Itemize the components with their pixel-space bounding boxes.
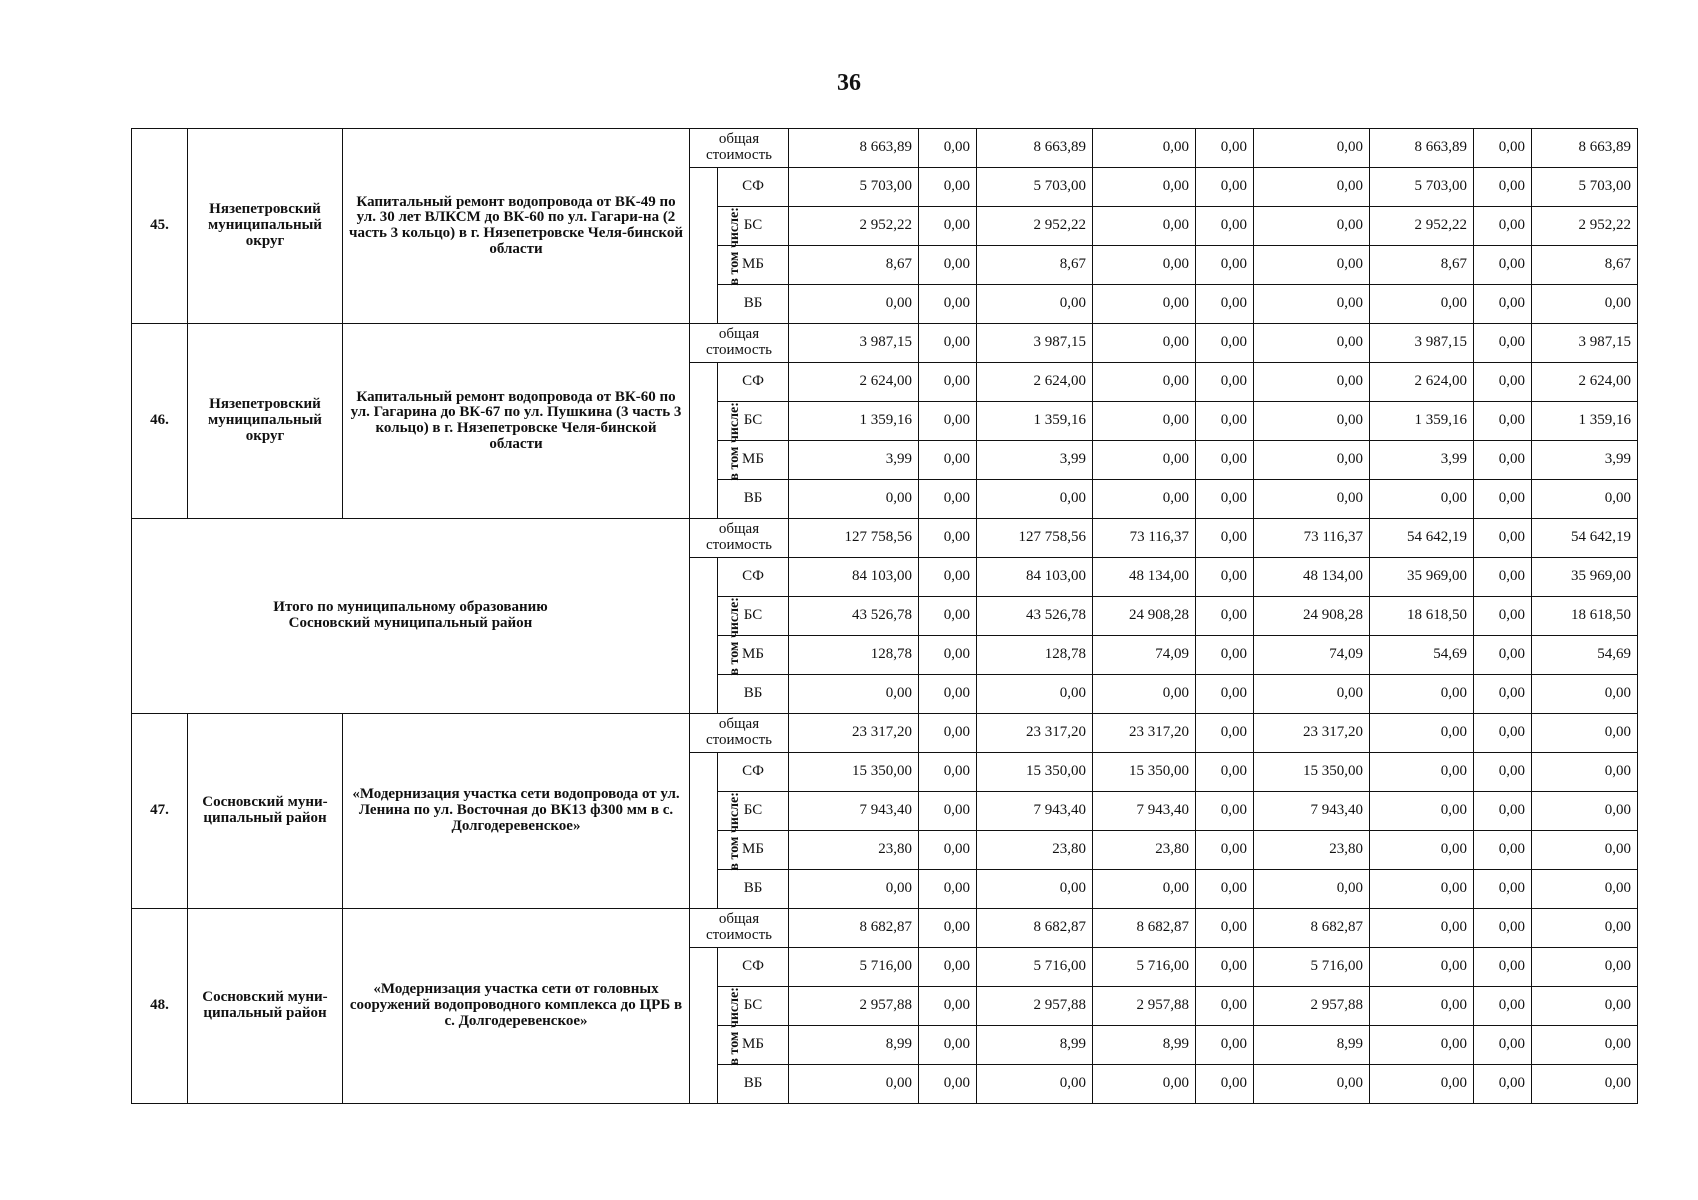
- total-cost-value: 0,00: [1532, 909, 1638, 948]
- municipality-name: Сосновский муни-ципальный район: [188, 909, 343, 1104]
- funding-value: 0,00: [1532, 987, 1638, 1026]
- funding-value: 3,99: [789, 441, 919, 480]
- funding-value: 0,00: [1196, 792, 1254, 831]
- funding-value: 0,00: [1370, 675, 1474, 714]
- funding-value: 2 957,88: [1254, 987, 1370, 1026]
- total-cost-value: 127 758,56: [977, 519, 1093, 558]
- funding-value: 8,99: [1254, 1026, 1370, 1065]
- funding-value: 0,00: [977, 1065, 1093, 1104]
- funding-value: 0,00: [1474, 675, 1532, 714]
- municipality-name: Нязепетровский муниципальный округ: [188, 129, 343, 324]
- funding-value: 0,00: [1196, 597, 1254, 636]
- funding-source-code: БС: [718, 597, 789, 636]
- table-row: [132, 129, 1638, 168]
- funding-value: 0,00: [1532, 480, 1638, 519]
- funding-value: 15 350,00: [789, 753, 919, 792]
- total-cost-value: 23 317,20: [1093, 714, 1196, 753]
- funding-value: 0,00: [1093, 207, 1196, 246]
- funding-value: 5 703,00: [789, 168, 919, 207]
- row-number: 48.: [132, 909, 188, 1104]
- funding-value: 0,00: [1474, 792, 1532, 831]
- funding-value: 0,00: [1474, 441, 1532, 480]
- funding-value: 0,00: [919, 1065, 977, 1104]
- funding-value: 0,00: [919, 558, 977, 597]
- funding-value: 23,80: [1093, 831, 1196, 870]
- funding-value: 0,00: [1254, 246, 1370, 285]
- funding-value: 84 103,00: [977, 558, 1093, 597]
- funding-source-code: СФ: [718, 168, 789, 207]
- total-cost-label: общая стоимость: [690, 909, 789, 948]
- total-cost-value: 0,00: [1532, 714, 1638, 753]
- funding-value: 0,00: [1196, 753, 1254, 792]
- funding-value: 0,00: [1093, 1065, 1196, 1104]
- including-label: [690, 753, 742, 909]
- total-cost-value: 0,00: [1196, 519, 1254, 558]
- total-cost-label: общая стоимость: [690, 324, 789, 363]
- funding-value: 15 350,00: [977, 753, 1093, 792]
- funding-value: 0,00: [1474, 753, 1532, 792]
- funding-value: 0,00: [1370, 948, 1474, 987]
- total-cost-value: 0,00: [1474, 519, 1532, 558]
- project-description: Капитальный ремонт водопровода от ВК-60 по ул. Гагарина до ВК-67 по ул. Пушкина (3 часть 3 кольцо) в г. Нязепетровске Челя-бинской области: [343, 324, 690, 519]
- funding-value: 0,00: [1474, 987, 1532, 1026]
- funding-value: 54,69: [1370, 636, 1474, 675]
- funding-source-code: ВБ: [718, 675, 789, 714]
- total-cost-value: 0,00: [1093, 324, 1196, 363]
- total-cost-value: 8 663,89: [1532, 129, 1638, 168]
- funding-value: 35 969,00: [1532, 558, 1638, 597]
- funding-value: 43 526,78: [789, 597, 919, 636]
- funding-value: 0,00: [1254, 402, 1370, 441]
- table-row: [132, 324, 1638, 363]
- funding-value: 0,00: [1532, 792, 1638, 831]
- row-number: 46.: [132, 324, 188, 519]
- total-cost-value: 23 317,20: [977, 714, 1093, 753]
- table-row: [132, 714, 1638, 753]
- funding-source-code: МБ: [718, 441, 789, 480]
- funding-value: 8,67: [789, 246, 919, 285]
- funding-value: 18 618,50: [1532, 597, 1638, 636]
- funding-value: 0,00: [919, 480, 977, 519]
- funding-value: 0,00: [1254, 480, 1370, 519]
- funding-value: 0,00: [1093, 675, 1196, 714]
- funding-value: 0,00: [1532, 831, 1638, 870]
- funding-value: 0,00: [789, 285, 919, 324]
- total-cost-value: 0,00: [919, 909, 977, 948]
- funding-value: 2 952,22: [789, 207, 919, 246]
- funding-source-code: СФ: [718, 363, 789, 402]
- funding-source-code: МБ: [718, 246, 789, 285]
- subtotal-label: [132, 519, 690, 714]
- funding-value: 0,00: [919, 792, 977, 831]
- funding-source-code: БС: [718, 402, 789, 441]
- funding-value: 0,00: [1093, 870, 1196, 909]
- funding-value: 0,00: [1196, 441, 1254, 480]
- total-cost-value: 0,00: [1474, 714, 1532, 753]
- funding-value: 23,80: [977, 831, 1093, 870]
- funding-value: 0,00: [1196, 285, 1254, 324]
- funding-value: 0,00: [1254, 675, 1370, 714]
- funding-value: 2 957,88: [977, 987, 1093, 1026]
- funding-value: 0,00: [1370, 753, 1474, 792]
- funding-value: 1 359,16: [1370, 402, 1474, 441]
- funding-value: 0,00: [919, 285, 977, 324]
- total-cost-value: 127 758,56: [789, 519, 919, 558]
- funding-value: 0,00: [1196, 480, 1254, 519]
- total-cost-value: 3 987,15: [977, 324, 1093, 363]
- funding-value: 0,00: [977, 675, 1093, 714]
- funding-value: 0,00: [919, 1026, 977, 1065]
- funding-value: 1 359,16: [977, 402, 1093, 441]
- funding-source-code: ВБ: [718, 285, 789, 324]
- funding-value: 0,00: [1196, 636, 1254, 675]
- municipality-name: Сосновский муни-ципальный район: [188, 714, 343, 909]
- funding-value: 0,00: [1254, 285, 1370, 324]
- total-cost-value: 3 987,15: [1370, 324, 1474, 363]
- funding-value: 0,00: [1254, 870, 1370, 909]
- funding-value: 1 359,16: [1532, 402, 1638, 441]
- funding-source-code: ВБ: [718, 870, 789, 909]
- funding-value: 7 943,40: [977, 792, 1093, 831]
- funding-value: 0,00: [919, 675, 977, 714]
- funding-value: 0,00: [1370, 987, 1474, 1026]
- funding-value: 0,00: [789, 675, 919, 714]
- funding-value: 48 134,00: [1254, 558, 1370, 597]
- funding-source-code: БС: [718, 207, 789, 246]
- funding-value: 0,00: [1254, 441, 1370, 480]
- subtotal-line-2: Сосновский муниципальный район: [288, 615, 533, 631]
- total-cost-value: 73 116,37: [1254, 519, 1370, 558]
- funding-source-code: МБ: [718, 636, 789, 675]
- funding-value: 2 957,88: [789, 987, 919, 1026]
- total-cost-value: 0,00: [1196, 909, 1254, 948]
- funding-value: 3,99: [1532, 441, 1638, 480]
- funding-value: 2 952,22: [1370, 207, 1474, 246]
- funding-value: 0,00: [1093, 480, 1196, 519]
- funding-value: 0,00: [1093, 246, 1196, 285]
- funding-value: 128,78: [789, 636, 919, 675]
- funding-value: 0,00: [919, 402, 977, 441]
- total-cost-value: 8 682,87: [1254, 909, 1370, 948]
- funding-value: 0,00: [1532, 285, 1638, 324]
- including-label: [690, 558, 742, 714]
- total-cost-value: 3 987,15: [789, 324, 919, 363]
- total-cost-value: 8 663,89: [977, 129, 1093, 168]
- funding-value: 0,00: [1474, 363, 1532, 402]
- funding-value: 54,69: [1532, 636, 1638, 675]
- funding-value: 0,00: [1254, 207, 1370, 246]
- total-cost-value: 0,00: [1196, 714, 1254, 753]
- total-cost-value: 23 317,20: [789, 714, 919, 753]
- funding-value: 0,00: [1196, 675, 1254, 714]
- funding-value: 0,00: [1196, 1026, 1254, 1065]
- total-cost-value: 0,00: [1254, 324, 1370, 363]
- total-cost-label: общая стоимость: [690, 519, 789, 558]
- funding-value: 0,00: [1196, 870, 1254, 909]
- total-cost-value: 0,00: [1474, 324, 1532, 363]
- funding-value: 2 957,88: [1093, 987, 1196, 1026]
- funding-value: 0,00: [919, 870, 977, 909]
- funding-value: 0,00: [1370, 792, 1474, 831]
- funding-value: 0,00: [1532, 870, 1638, 909]
- funding-source-code: ВБ: [718, 480, 789, 519]
- funding-value: 0,00: [789, 870, 919, 909]
- funding-value: 8,99: [977, 1026, 1093, 1065]
- funding-value: 8,67: [1370, 246, 1474, 285]
- total-cost-value: 0,00: [1196, 324, 1254, 363]
- funding-value: 0,00: [1196, 1065, 1254, 1104]
- project-description: «Модернизация участка сети от головных сооружений водопроводного комплекса до ЦРБ в с. Долгодеревенское»: [343, 909, 690, 1104]
- total-cost-value: 8 663,89: [1370, 129, 1474, 168]
- including-label: [690, 363, 742, 519]
- funding-value: 0,00: [1474, 597, 1532, 636]
- project-description: Капитальный ремонт водопровода от ВК-49 по ул. 30 лет ВЛКСМ до ВК-60 по ул. Гагари-на (2 часть 3 кольцо) в г. Нязепетровске Челя-бинской области: [343, 129, 690, 324]
- funding-value: 0,00: [1474, 1065, 1532, 1104]
- funding-value: 0,00: [789, 1065, 919, 1104]
- funding-value: 18 618,50: [1370, 597, 1474, 636]
- including-label-text: в том числе:: [726, 206, 742, 286]
- funding-value: 0,00: [919, 246, 977, 285]
- funding-value: 0,00: [919, 363, 977, 402]
- total-cost-value: 0,00: [1254, 129, 1370, 168]
- funding-value: 5 716,00: [789, 948, 919, 987]
- total-cost-value: 54 642,19: [1370, 519, 1474, 558]
- funding-source-code: СФ: [718, 948, 789, 987]
- funding-value: 0,00: [1474, 558, 1532, 597]
- funding-value: 48 134,00: [1093, 558, 1196, 597]
- funding-value: 2 624,00: [977, 363, 1093, 402]
- municipality-name: Нязепетровский муниципальный округ: [188, 324, 343, 519]
- table-row: [132, 519, 1638, 558]
- funding-source-code: МБ: [718, 1026, 789, 1065]
- row-number: 47.: [132, 714, 188, 909]
- funding-value: 7 943,40: [789, 792, 919, 831]
- funding-value: 2 624,00: [1532, 363, 1638, 402]
- funding-value: 0,00: [1474, 948, 1532, 987]
- including-label: [690, 948, 742, 1104]
- funding-value: 0,00: [1474, 285, 1532, 324]
- funding-value: 0,00: [1474, 168, 1532, 207]
- funding-value: 0,00: [1474, 1026, 1532, 1065]
- total-cost-value: 73 116,37: [1093, 519, 1196, 558]
- total-cost-value: 0,00: [919, 714, 977, 753]
- total-cost-value: 0,00: [1474, 909, 1532, 948]
- total-cost-value: 0,00: [1370, 714, 1474, 753]
- funding-value: 0,00: [1370, 285, 1474, 324]
- funding-value: 0,00: [1532, 1065, 1638, 1104]
- funding-source-code: СФ: [718, 753, 789, 792]
- funding-value: 0,00: [919, 753, 977, 792]
- total-cost-label: общая стоимость: [690, 714, 789, 753]
- including-label-text: в том числе:: [726, 596, 742, 676]
- funding-value: 5 703,00: [1370, 168, 1474, 207]
- funding-value: 2 952,22: [1532, 207, 1638, 246]
- funding-value: 0,00: [1474, 402, 1532, 441]
- funding-value: 8,99: [1093, 1026, 1196, 1065]
- funding-value: 7 943,40: [1093, 792, 1196, 831]
- funding-table: [131, 128, 1638, 1104]
- total-cost-value: 0,00: [1093, 129, 1196, 168]
- funding-value: 5 703,00: [977, 168, 1093, 207]
- funding-value: 5 703,00: [1532, 168, 1638, 207]
- total-cost-value: 0,00: [1370, 909, 1474, 948]
- funding-value: 0,00: [1093, 363, 1196, 402]
- funding-value: 43 526,78: [977, 597, 1093, 636]
- funding-value: 23,80: [1254, 831, 1370, 870]
- funding-source-code: БС: [718, 987, 789, 1026]
- total-cost-value: 0,00: [919, 129, 977, 168]
- total-cost-value: 8 682,87: [789, 909, 919, 948]
- funding-value: 0,00: [1532, 675, 1638, 714]
- table-body: [132, 129, 1638, 1104]
- funding-value: 0,00: [1532, 753, 1638, 792]
- funding-value: 0,00: [919, 987, 977, 1026]
- total-cost-value: 0,00: [919, 519, 977, 558]
- including-label: [690, 168, 742, 324]
- total-cost-value: 8 682,87: [977, 909, 1093, 948]
- funding-value: 84 103,00: [789, 558, 919, 597]
- funding-value: 0,00: [919, 597, 977, 636]
- funding-value: 0,00: [1474, 870, 1532, 909]
- row-number: 45.: [132, 129, 188, 324]
- total-cost-value: 0,00: [1474, 129, 1532, 168]
- funding-value: 2 624,00: [789, 363, 919, 402]
- funding-source-code: ВБ: [718, 1065, 789, 1104]
- funding-value: 35 969,00: [1370, 558, 1474, 597]
- funding-value: 0,00: [1370, 870, 1474, 909]
- funding-value: 0,00: [1474, 831, 1532, 870]
- table-row: [132, 909, 1638, 948]
- funding-value: 0,00: [977, 480, 1093, 519]
- total-cost-value: 3 987,15: [1532, 324, 1638, 363]
- funding-value: 0,00: [1196, 987, 1254, 1026]
- funding-value: 0,00: [1196, 246, 1254, 285]
- funding-value: 0,00: [1196, 363, 1254, 402]
- funding-value: 8,67: [977, 246, 1093, 285]
- funding-value: 5 716,00: [1254, 948, 1370, 987]
- total-cost-value: 8 663,89: [789, 129, 919, 168]
- funding-value: 0,00: [919, 441, 977, 480]
- funding-value: 0,00: [1254, 168, 1370, 207]
- page-number: 36: [837, 70, 861, 96]
- funding-value: 3,99: [1370, 441, 1474, 480]
- funding-value: 0,00: [1093, 285, 1196, 324]
- funding-value: 0,00: [977, 870, 1093, 909]
- funding-value: 0,00: [1196, 207, 1254, 246]
- funding-value: 0,00: [1093, 402, 1196, 441]
- funding-value: 0,00: [1196, 168, 1254, 207]
- funding-value: 5 716,00: [977, 948, 1093, 987]
- funding-value: 0,00: [1196, 948, 1254, 987]
- funding-value: 74,09: [1093, 636, 1196, 675]
- funding-value: 0,00: [1370, 831, 1474, 870]
- funding-value: 0,00: [1254, 1065, 1370, 1104]
- including-label-text: в том числе:: [726, 401, 742, 481]
- funding-value: 0,00: [1196, 558, 1254, 597]
- funding-source-code: МБ: [718, 831, 789, 870]
- total-cost-value: 0,00: [919, 324, 977, 363]
- funding-value: 0,00: [919, 207, 977, 246]
- funding-value: 5 716,00: [1093, 948, 1196, 987]
- funding-value: 2 952,22: [977, 207, 1093, 246]
- funding-value: 0,00: [1093, 168, 1196, 207]
- funding-value: 0,00: [919, 948, 977, 987]
- including-label-text: в том числе:: [726, 986, 742, 1066]
- funding-value: 0,00: [977, 285, 1093, 324]
- funding-value: 3,99: [977, 441, 1093, 480]
- subtotal-line-1: Итого по муниципальному образованию: [273, 599, 548, 616]
- funding-value: 128,78: [977, 636, 1093, 675]
- funding-value: 0,00: [1474, 480, 1532, 519]
- funding-source-code: БС: [718, 792, 789, 831]
- funding-source-code: СФ: [718, 558, 789, 597]
- funding-value: 0,00: [919, 636, 977, 675]
- funding-value: 0,00: [1196, 831, 1254, 870]
- funding-value: 0,00: [1196, 402, 1254, 441]
- funding-value: 0,00: [1474, 246, 1532, 285]
- project-description: «Модернизация участка сети водопровода от ул. Ленина по ул. Восточная до ВК13 ф300 мм в с. Долгодеревенское»: [343, 714, 690, 909]
- funding-value: 8,99: [789, 1026, 919, 1065]
- funding-value: 8,67: [1532, 246, 1638, 285]
- funding-value: 0,00: [919, 831, 977, 870]
- total-cost-value: 8 682,87: [1093, 909, 1196, 948]
- funding-value: 15 350,00: [1093, 753, 1196, 792]
- funding-value: 1 359,16: [789, 402, 919, 441]
- funding-value: 24 908,28: [1093, 597, 1196, 636]
- funding-value: 0,00: [1370, 1065, 1474, 1104]
- funding-value: 15 350,00: [1254, 753, 1370, 792]
- funding-value: 0,00: [1093, 441, 1196, 480]
- funding-value: 0,00: [919, 168, 977, 207]
- total-cost-value: 23 317,20: [1254, 714, 1370, 753]
- funding-value: 0,00: [1370, 1026, 1474, 1065]
- funding-value: 74,09: [1254, 636, 1370, 675]
- total-cost-value: 54 642,19: [1532, 519, 1638, 558]
- funding-value: 0,00: [1254, 363, 1370, 402]
- funding-value: 0,00: [1532, 1026, 1638, 1065]
- funding-value: 0,00: [1474, 207, 1532, 246]
- total-cost-value: 0,00: [1196, 129, 1254, 168]
- funding-value: 0,00: [1370, 480, 1474, 519]
- funding-value: 2 624,00: [1370, 363, 1474, 402]
- total-cost-label: общая стоимость: [690, 129, 789, 168]
- funding-value: 23,80: [789, 831, 919, 870]
- including-label-text: в том числе:: [726, 791, 742, 871]
- funding-value: 0,00: [789, 480, 919, 519]
- funding-value: 0,00: [1474, 636, 1532, 675]
- funding-value: 0,00: [1532, 948, 1638, 987]
- funding-value: 24 908,28: [1254, 597, 1370, 636]
- funding-value: 7 943,40: [1254, 792, 1370, 831]
